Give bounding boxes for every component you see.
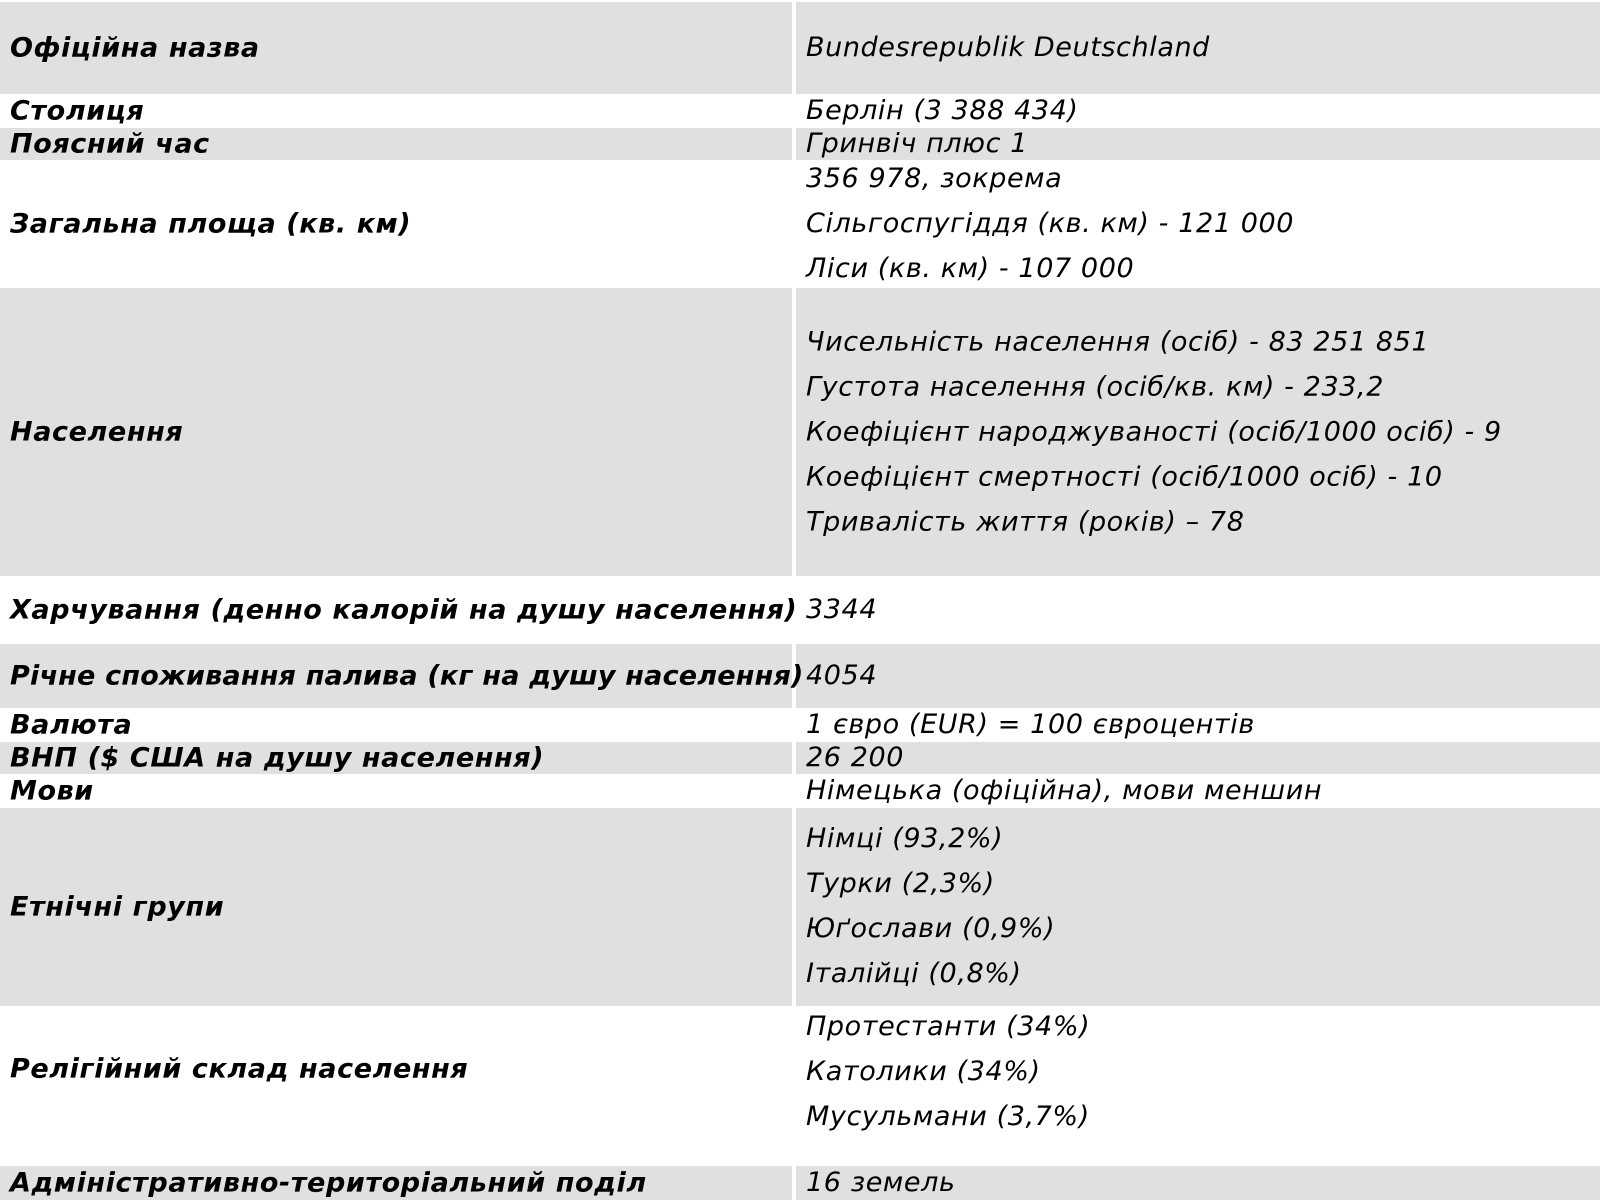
value-cell: [796, 2, 1600, 94]
value-cell: [796, 774, 1600, 808]
row-value: Італійці (0,8%): [806, 958, 1022, 989]
row-value: 4054: [806, 660, 878, 691]
table-row-religion: [0, 1006, 1600, 1166]
row-label: Релігійний склад населення: [10, 1053, 469, 1085]
row-values: [806, 776, 1322, 806]
value-cell: [796, 94, 1600, 128]
row-label: Річне споживання палива (кг на душу населення): [10, 660, 804, 692]
table-row-nutrition: [0, 576, 1600, 644]
row-label: Столиця: [10, 95, 145, 127]
value-cell: [796, 708, 1600, 742]
table-row-population: [0, 288, 1600, 576]
row-values: [806, 129, 1028, 159]
row-value: Мусульмани (3,7%): [806, 1101, 1090, 1132]
row-value: Протестанти (34%): [806, 1011, 1091, 1042]
row-value: 26 200: [806, 742, 905, 773]
value-cell: [796, 160, 1600, 288]
row-value: 1 євро (EUR) = 100 євроцентів: [806, 709, 1255, 740]
row-label: Мови: [10, 775, 94, 807]
row-label: Поясний час: [10, 128, 210, 160]
value-cell: [796, 1166, 1600, 1200]
row-value: Берлін (3 388 434): [806, 95, 1079, 126]
row-value: Густота населення (осіб/кв. км) - 233,2: [806, 371, 1384, 403]
value-cell: [796, 742, 1600, 774]
label-cell: [0, 288, 796, 576]
row-values: [806, 96, 1079, 126]
row-value: Тривалість життя (років) – 78: [806, 506, 1245, 538]
value-cell: [796, 808, 1600, 1006]
row-label: Офіційна назва: [10, 32, 260, 64]
row-value: Гринвіч плюс 1: [806, 128, 1028, 159]
label-cell: [0, 2, 796, 94]
table-row-ethnic-groups: [0, 808, 1600, 1006]
row-values: [806, 661, 877, 691]
row-value: Турки (2,3%): [806, 868, 995, 899]
table-row-capital: [0, 94, 1600, 128]
row-value: Ліси (кв. км) - 107 000: [806, 253, 1135, 284]
table-row-official-name: [0, 2, 1600, 94]
label-cell: [0, 808, 796, 1006]
row-value: Чисельність населення (осіб) - 83 251 851: [806, 326, 1430, 358]
row-value: Bundesrepublik Deutschland: [806, 32, 1210, 63]
row-label: Валюта: [10, 709, 133, 741]
row-values: [806, 156, 1294, 291]
table-row-currency: [0, 708, 1600, 742]
row-values: [806, 595, 877, 625]
value-cell: [796, 644, 1600, 708]
row-value: Сільгоспугіддя (кв. км) - 121 000: [806, 208, 1295, 239]
label-cell: [0, 1006, 796, 1166]
table-row-gnp: [0, 742, 1600, 774]
label-cell: [0, 576, 796, 644]
row-value: Німецька (офіційна), мови меншин: [806, 775, 1323, 806]
value-cell: [796, 288, 1600, 576]
row-label: Населення: [10, 416, 184, 448]
row-value: Юґослави (0,9%): [806, 913, 1056, 944]
row-values: [806, 1168, 955, 1198]
row-values: [806, 33, 1210, 63]
row-value: Католики (34%): [806, 1056, 1041, 1087]
row-value: Коефіцієнт народжуваності (осіб/1000 осіб) - 9: [806, 416, 1502, 448]
table-row-admin-division: [0, 1166, 1600, 1200]
label-cell: [0, 160, 796, 288]
row-value: Німці (93,2%): [806, 823, 1004, 854]
row-value: 356 978, зокрема: [806, 163, 1063, 194]
row-value: 16 земель: [806, 1167, 956, 1198]
label-cell: [0, 774, 796, 808]
label-cell: [0, 94, 796, 128]
row-label: ВНП ($ США на душу населення): [10, 742, 545, 774]
label-cell: [0, 1166, 796, 1200]
row-value: Коефіцієнт смертності (осіб/1000 осіб) - 10: [806, 461, 1443, 493]
label-cell: [0, 742, 796, 774]
table-row-fuel: [0, 644, 1600, 708]
value-cell: [796, 1006, 1600, 1166]
row-label: Етнічні групи: [10, 891, 225, 923]
row-values: [806, 320, 1502, 545]
row-label: Загальна площа (кв. км): [10, 208, 412, 240]
label-cell: [0, 128, 796, 160]
row-values: [806, 743, 904, 773]
row-value: 3344: [806, 594, 878, 625]
label-cell: [0, 708, 796, 742]
row-values: [806, 1004, 1090, 1139]
table-row-total-area: [0, 160, 1600, 288]
table-row-languages: [0, 774, 1600, 808]
row-values: [806, 710, 1255, 740]
label-cell: [0, 644, 804, 708]
row-label: Харчування (денно калорій на душу населення): [10, 594, 798, 626]
row-label: Адміністративно-територіальний поділ: [10, 1167, 647, 1199]
value-cell: [796, 576, 1600, 644]
row-values: [806, 816, 1055, 996]
table-row-time-zone: [0, 128, 1600, 160]
